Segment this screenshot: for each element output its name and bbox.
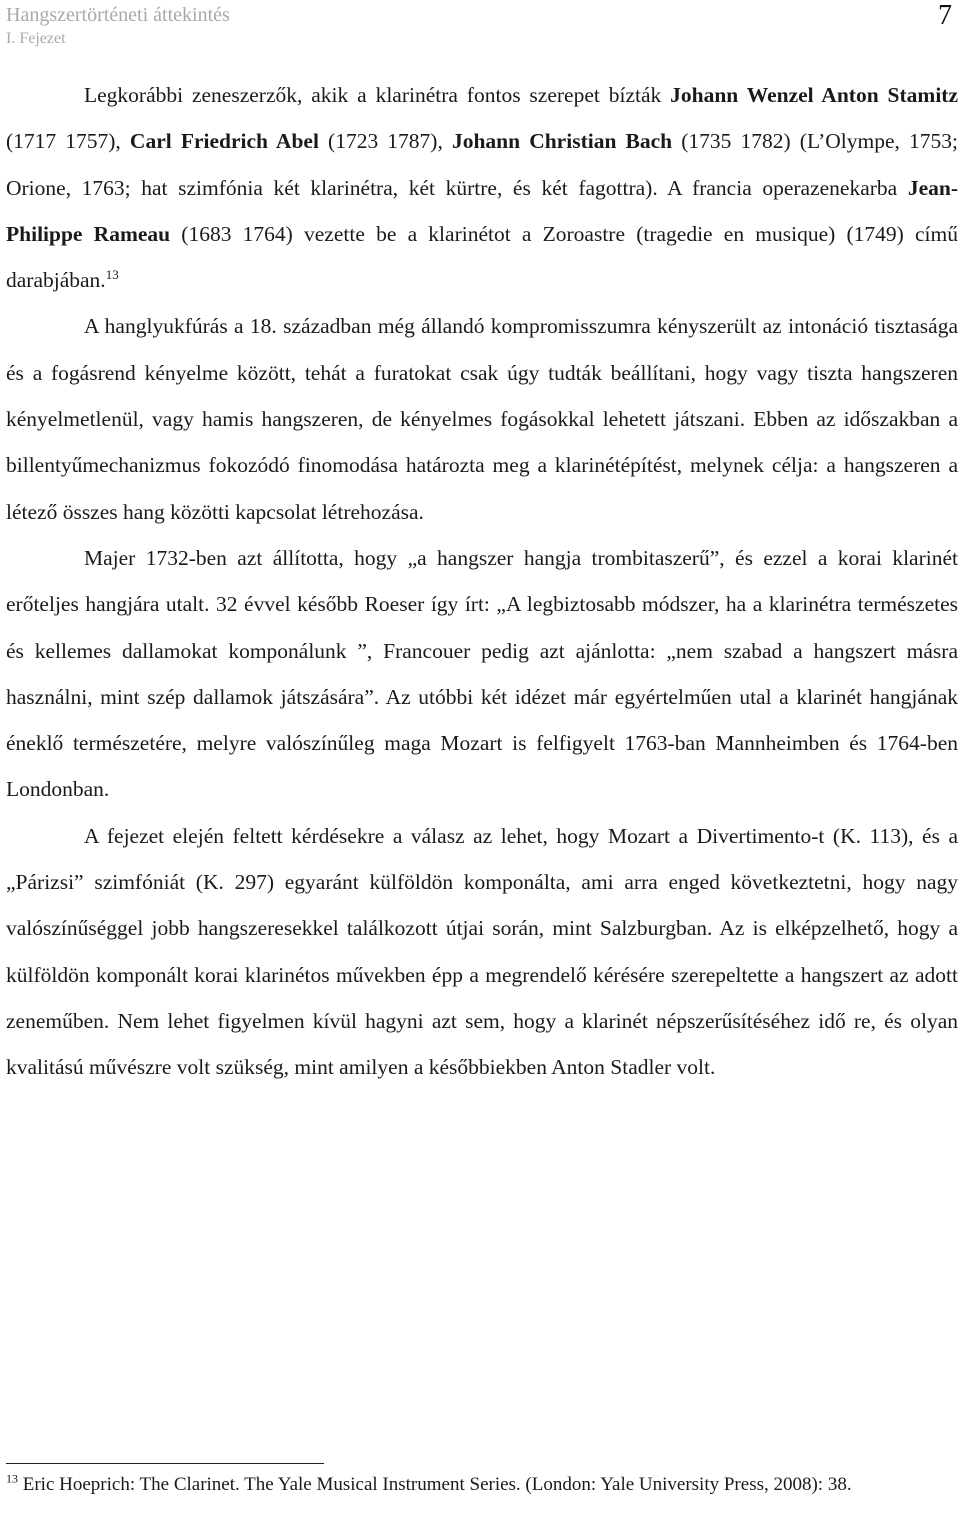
p1-text-1: Legkorábbi zeneszerzők, akik a klarinétra fontos szerepet bízták — [84, 83, 671, 107]
page-number: 7 — [938, 0, 952, 31]
p1-text-5: (1683 1764) vezette be a klarinétot a Zoroastre (tragedie en musique) (1749) című darabjában. — [6, 221, 958, 293]
footnote — [6, 1472, 958, 1497]
p1-bold-stamitz: Johann Wenzel Anton Stamitz — [670, 83, 958, 107]
p1-text-4: (1735 1782) (L’Olympe, 1753; Orione, 1763; hat szimfónia két klarinétra, két kürtre, és két fagottra). A francia operazenekarba — [6, 129, 958, 200]
running-header-chapter: I. Fejezet — [6, 30, 66, 47]
footnote-text: Eric Hoeprich: The Clarinet. The Yale Musical Instrument Series. (London: Yale University Press, 2008): 38. — [18, 1474, 852, 1495]
p1-bold-abel: Carl Friedrich Abel — [129, 129, 319, 154]
paragraph-4: A fejezet elején feltett kérdésekre a válasz az lehet, hogy Mozart a Divertimento-t (K. 113), és a „Párizsi” szimfóniát (K. 297) egyaránt külföldön komponálta, ami arra enged következtetni, hogy nagy valószínűséggel jobb hangszeresekkel találkozott útjai során, mint Salzburgban. Az is elképzelhető, hogy a külföldön komponált korai klarinétos művekben épp a megrendelő kérésére szerepeltette a hangszert az adott zeneműben. Nem lehet figyelmen kívül hagyni azt sem, hogy a klarinét népszerűsítéséhez idő re, és olyan kvalitású művészre volt szükség, mint amilyen a későbbiekben Anton Stadler volt. — [6, 823, 958, 1080]
body-text — [6, 72, 958, 1091]
footnote-number: 13 — [6, 1471, 18, 1486]
running-header-title: Hangszertörténeti áttekintés — [6, 4, 230, 26]
paragraph-3: Majer 1732-ben azt állította, hogy „a hangszer hangja trombitaszerű”, és ezzel a korai klarinét erőteljes hangjára utalt. 32 évvel később Roeser így írt: „A legbiztosabb módszer, ha a klarinétra természetes és kellemes dallamokat komponálunk ”, Francouer pedig azt ajánlotta: „nem szabad a hangszert másra használni, mint szép dallamok játszására”. Az utóbbi két idézet már egyértelműen utal a klarinét hangjának éneklő természetére, melyre valószínűleg maga Mozart is felfigyelt 1763-ban Mannheimben és 1764-ben Londonban. — [6, 545, 958, 802]
p1-bold-bach: Johann Christian Bach — [451, 129, 673, 154]
p1-text-2: (1717 1757), — [6, 129, 130, 154]
paragraph-2: A hanglyukfúrás a 18. században még állandó kompromisszumra kényszerült az intonáció tisztasága és a fogásrend kényelme között, tehát a furatokat csak úgy tudták beállítani, hogy vagy tiszta hangszeren kényelmetlenül, vagy hamis hangszeren, de kényelmes fogásokkal lehetett játszani. Ebben az időszakban a billentyűmechanizmus fokozódó finomodása határozta meg a klarinétépítést, melynek célja: a hangszeren a létező összes hang közötti kapcsolat létrehozása. — [6, 314, 958, 524]
p1-text-3: (1723 1787), — [318, 129, 452, 154]
p1-bold-rameau: Jean-Philippe Rameau — [6, 175, 958, 246]
paragraph-1 — [6, 72, 958, 303]
footnote-separator — [6, 1463, 324, 1464]
footnote-reference[interactable]: 13 — [105, 267, 119, 283]
running-header — [6, 2, 230, 50]
